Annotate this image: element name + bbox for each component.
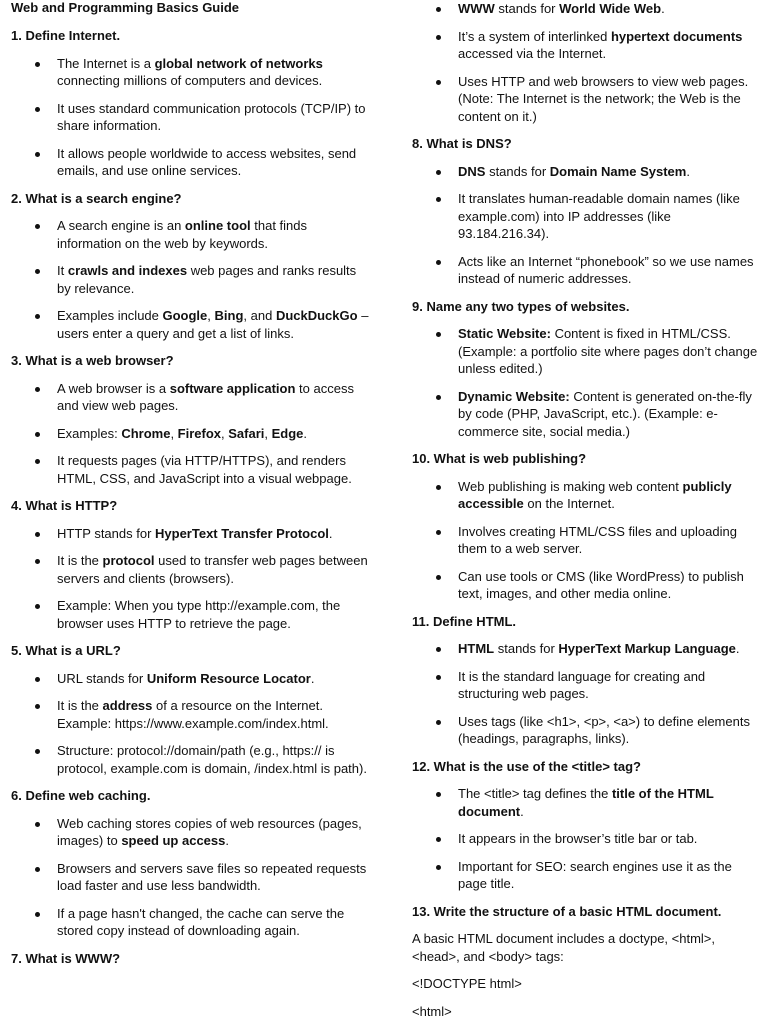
answer-bullet-list	[412, 640, 764, 748]
answer-bullet	[412, 668, 764, 703]
bullet-text: ,	[207, 308, 215, 323]
bullet-text: .	[686, 163, 690, 179]
bullet-text: web pages and ranks results by relevance.	[57, 263, 357, 296]
bullet-text: ,	[264, 425, 272, 441]
bullet-text: of a resource on the Internet. Example: https://www.example.com/index.html.	[57, 698, 329, 731]
answer-bullet-list	[412, 478, 764, 603]
bullet-text: Example: When you type http://example.com, the browser uses HTTP to retrieve the page.	[57, 598, 341, 631]
bold-term: Firefox	[177, 425, 222, 441]
bullet-text: Involves creating HTML/CSS files and uploading them to a web server.	[458, 523, 737, 556]
bullet-text: Examples include	[57, 308, 163, 323]
answer-bullet	[412, 785, 764, 820]
bold-term: Domain Name System	[549, 163, 687, 179]
bold-term: address	[102, 698, 153, 713]
bold-term: WWW	[458, 1, 495, 16]
answer-bullet	[11, 670, 371, 688]
answer-bullet	[412, 523, 764, 558]
bullet-text: It is the	[57, 553, 103, 568]
answer-bullet	[11, 145, 371, 180]
bullet-text: , and	[243, 308, 276, 323]
bold-term: Bing	[214, 308, 244, 323]
bold-term: HyperText Markup Language	[558, 641, 736, 656]
bold-term: DNS	[458, 163, 486, 179]
bold-term: protocol	[102, 553, 155, 568]
answer-bullet	[11, 905, 371, 940]
answer-bullet	[412, 640, 764, 658]
answer-bullet-list	[412, 325, 764, 440]
bullet-text: It allows people worldwide to access websites, send emails, and use online services.	[57, 145, 357, 178]
bullet-text: stands for	[494, 641, 559, 656]
bold-term: software application	[169, 380, 296, 396]
answer-bullet-list	[11, 217, 371, 342]
question-heading: 11. Define HTML.	[412, 613, 517, 629]
bullet-text: A web browser is a	[57, 380, 170, 396]
answer-bullet	[11, 380, 371, 415]
bullet-text: to access and view web pages.	[57, 380, 354, 413]
bold-term: World Wide Web	[559, 1, 662, 16]
answer-bullet-list	[11, 670, 371, 778]
answer-bullet	[11, 742, 371, 777]
bullet-text: used to transfer web pages between servers and clients (browsers).	[57, 553, 368, 586]
bold-term: Safari	[228, 425, 265, 441]
bullet-text: Structure: protocol://domain/path (e.g., https:// is protocol, example.com is domain, /index.html is path).	[57, 743, 367, 776]
question-heading: 10. What is web publishing?	[412, 451, 587, 466]
answer-bullet	[412, 253, 764, 288]
bold-term: publicly accessible	[458, 478, 732, 511]
answer-bullet-list	[11, 815, 371, 940]
bullet-text: Uses HTTP and web browsers to view web pages. (Note: The Internet is the network; the Web is the content on it.)	[458, 73, 749, 124]
bold-term: Google	[162, 308, 208, 323]
bullet-text: ,	[221, 425, 229, 441]
bullet-text: that finds information on the web by keywords.	[57, 218, 308, 251]
answer-bullet-list	[412, 0, 764, 125]
bullet-text: Content is fixed in HTML/CSS. (Example: a portfolio site where pages don’t change unless edited.)	[458, 326, 758, 376]
bold-term: online tool	[184, 218, 251, 233]
question-heading: 4. What is HTTP?	[11, 498, 118, 513]
answer-bullet	[11, 860, 371, 895]
answer-bullet	[11, 815, 371, 850]
bullet-text: Content is generated on-the-fly by code (PHP, JavaScript, etc.). (Example: e-commerce site, social media.)	[458, 388, 752, 439]
answer-bullet-list	[11, 55, 371, 180]
question-heading: 5. What is a URL?	[11, 643, 121, 658]
bullet-text: Acts like an Internet “phonebook” so we use names instead of numeric addresses.	[458, 253, 754, 286]
bullet-text: Browsers and servers save files so repeated requests load faster and use less bandwidth.	[57, 860, 367, 893]
bullet-text: Uses tags (like <h1>, <p>, <a>) to define elements (headings, paragraphs, links).	[458, 713, 750, 746]
right-column	[412, 0, 764, 1020]
bullet-text: stands for	[485, 163, 550, 179]
bullet-text: It requests pages (via HTTP/HTTPS), and renders HTML, CSS, and JavaScript into a visual webpage.	[57, 453, 352, 486]
bullet-text: Important for SEO: search engines use it as the page title.	[458, 858, 732, 891]
bullet-text: It’s a system of interlinked	[458, 28, 611, 44]
bold-term: Dynamic Website:	[458, 388, 570, 404]
bold-term: Uniform Resource Locator	[146, 670, 311, 686]
bold-term: DuckDuckGo	[275, 308, 358, 323]
answer-bullet	[11, 452, 371, 487]
bold-term: HyperText Transfer Protocol	[155, 525, 329, 541]
answer-bullet	[11, 552, 371, 587]
answer-bullet	[412, 830, 764, 848]
question-heading: 9. Name any two types of websites.	[412, 298, 630, 314]
bold-term: global network of networks	[154, 55, 323, 71]
bullet-text: It is the standard language for creating and structuring web pages.	[458, 668, 706, 701]
bullet-text: It	[57, 263, 68, 278]
answer-bullet	[11, 697, 371, 732]
answer-bullet	[11, 262, 371, 297]
answer-bullet	[11, 425, 371, 443]
bullet-text: HTTP stands for	[57, 525, 156, 541]
answer-bullet	[412, 713, 764, 748]
answer-bullet	[412, 73, 764, 126]
answer-bullet	[11, 217, 371, 252]
bullet-text: .	[225, 833, 229, 848]
answer-bullet-list	[412, 163, 764, 288]
bold-term: hypertext documents	[610, 28, 743, 44]
answer-bullet	[412, 858, 764, 893]
bullet-text: It is the	[57, 698, 103, 713]
question-heading: 2. What is a search engine?	[11, 190, 182, 206]
answer-bullet	[11, 525, 371, 543]
bullet-text: It uses standard communication protocols (TCP/IP) to share information.	[57, 100, 366, 133]
bullet-text: The Internet is a	[57, 55, 155, 71]
bullet-text: .	[310, 670, 315, 686]
answer-bullet-list	[11, 380, 371, 488]
bullet-text: Web publishing is making web content	[458, 478, 683, 494]
bullet-text: connecting millions of computers and devices.	[57, 73, 323, 88]
answer-bullet	[412, 163, 764, 181]
bold-term: crawls and indexes	[67, 263, 188, 278]
answer-bullet-list	[11, 525, 371, 633]
answer-bullet	[11, 100, 371, 135]
bullet-text: ,	[170, 425, 178, 441]
bold-term: Static Website:	[458, 326, 551, 341]
question-heading: 12. What is the use of the <title> tag?	[412, 758, 641, 774]
question-heading: 3. What is a web browser?	[11, 353, 174, 368]
answer-bullet	[412, 388, 764, 441]
answer-bullet	[412, 325, 764, 378]
question-heading: 7. What is WWW?	[11, 950, 121, 966]
answer-bullet	[11, 597, 371, 632]
answer-bullet-list	[412, 785, 764, 893]
answer-bullet	[412, 568, 764, 603]
bullet-text: Can use tools or CMS (like WordPress) to publish text, images, and other media online.	[458, 568, 744, 601]
bullet-text: .	[520, 803, 524, 819]
answer-paragraph: <!DOCTYPE html>	[412, 976, 522, 991]
bullet-text: Web caching stores copies of web resources (pages, images) to	[57, 815, 362, 848]
left-column	[11, 0, 371, 967]
question-heading: 6. Define web caching.	[11, 788, 151, 803]
bullet-text: on the Internet.	[523, 496, 615, 511]
bullet-text: Examples:	[57, 425, 122, 441]
document-title: Web and Programming Basics Guide	[11, 0, 240, 15]
answer-bullet	[412, 28, 764, 63]
bullet-text: If a page hasn't changed, the cache can serve the stored copy instead of downloading again.	[57, 905, 345, 938]
bullet-text: .	[303, 425, 308, 441]
question-heading: 8. What is DNS?	[412, 136, 512, 151]
answer-bullet	[11, 55, 371, 90]
bullet-text: .	[661, 1, 665, 16]
answer-bullet	[11, 307, 371, 342]
bold-term: HTML	[458, 641, 495, 656]
bullet-text: A search engine is an	[57, 218, 185, 233]
answer-bullet	[412, 0, 764, 18]
bullet-text: – users enter a query and get a list of links.	[57, 308, 369, 341]
answer-paragraph: <html>	[412, 1003, 452, 1019]
question-heading: 1. Define Internet.	[11, 28, 121, 43]
bullet-text: stands for	[494, 1, 560, 16]
bullet-text: URL stands for	[57, 670, 147, 686]
bullet-text: The <title> tag defines the	[458, 786, 612, 801]
bullet-text: It translates human-readable domain names (like example.com) into IP addresses (like 93.184.216.34).	[458, 191, 740, 241]
bold-term: title of the HTML document	[458, 786, 714, 819]
bold-term: speed up access	[121, 833, 226, 848]
bullet-text: accessed via the Internet.	[458, 46, 607, 61]
answer-paragraph: A basic HTML document includes a doctype, <html>, <head>, and <body> tags:	[412, 931, 716, 964]
bold-term: Chrome	[121, 425, 171, 441]
bullet-text: It appears in the browser’s title bar or tab.	[458, 831, 698, 846]
answer-bullet	[412, 190, 764, 243]
bold-term: Edge	[271, 425, 304, 441]
answer-bullet	[412, 478, 764, 513]
question-heading: 13. Write the structure of a basic HTML document.	[412, 903, 722, 919]
bullet-text: .	[735, 641, 740, 656]
bullet-text: .	[328, 525, 333, 541]
